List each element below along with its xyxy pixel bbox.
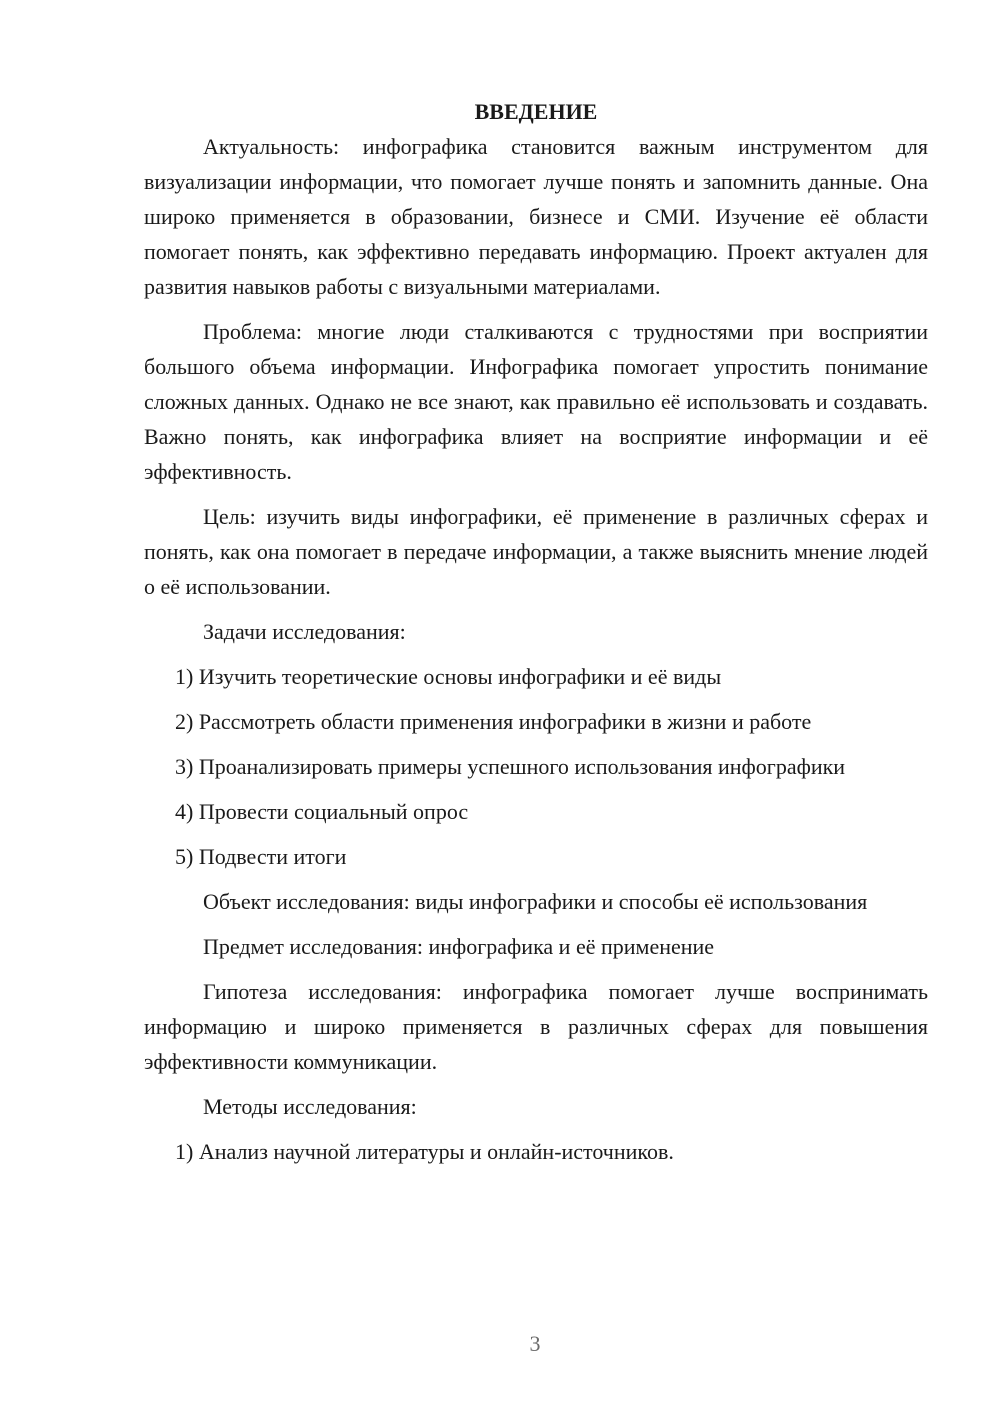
task-item-2: 2) Рассмотреть области применения инфографики в жизни и работе — [175, 709, 812, 734]
paragraph-subject: Предмет исследования: инфографика и её применение — [203, 934, 715, 959]
document-page — [144, 94, 928, 1179]
page-number: 3 — [529, 1331, 541, 1356]
task-item-4: 4) Провести социальный опрос — [175, 799, 469, 824]
paragraph-problem: Проблема: многие люди сталкиваются с трудностями при восприятии большого объема информации. Инфографика помогает упростить понимание сложных данных. Однако не все знают, как правильно её использовать и создавать. Важно понять, как инфографика влияет на восприятие информации и её эффективность. — [144, 319, 928, 484]
paragraph-hypothesis: Гипотеза исследования: инфографика помогает лучше воспринимать информацию и широко применяется в различных сферах для повышения эффективности коммуникации. — [144, 979, 928, 1074]
task-item-3: 3) Проанализировать примеры успешного использования инфографики — [175, 754, 846, 779]
paragraph-relevance: Актуальность: инфографика становится важным инструментом для визуализации информации, что помогает лучше понять и запомнить данные. Она широко применяется в образовании, бизнесе и СМИ. Изучение её области помогает понять, как эффективно передавать информацию. Проект актуален для развития навыков работы с визуальными материалами. — [144, 134, 928, 299]
task-item-1: 1) Изучить теоретические основы инфографики и её виды — [175, 664, 722, 689]
paragraph-goal: Цель: изучить виды инфографики, её применение в различных сферах и понять, как она помогает в передаче информации, а также выяснить мнение людей о её использовании. — [144, 504, 928, 599]
task-item-5: 5) Подвести итоги — [175, 844, 347, 869]
page-title: ВВЕДЕНИЕ — [474, 99, 598, 124]
method-item-1: 1) Анализ научной литературы и онлайн-источников. — [175, 1139, 674, 1164]
tasks-heading: Задачи исследования: — [203, 619, 406, 644]
methods-heading: Методы исследования: — [203, 1094, 417, 1119]
paragraph-object: Объект исследования: виды инфографики и способы её использования — [203, 889, 868, 914]
